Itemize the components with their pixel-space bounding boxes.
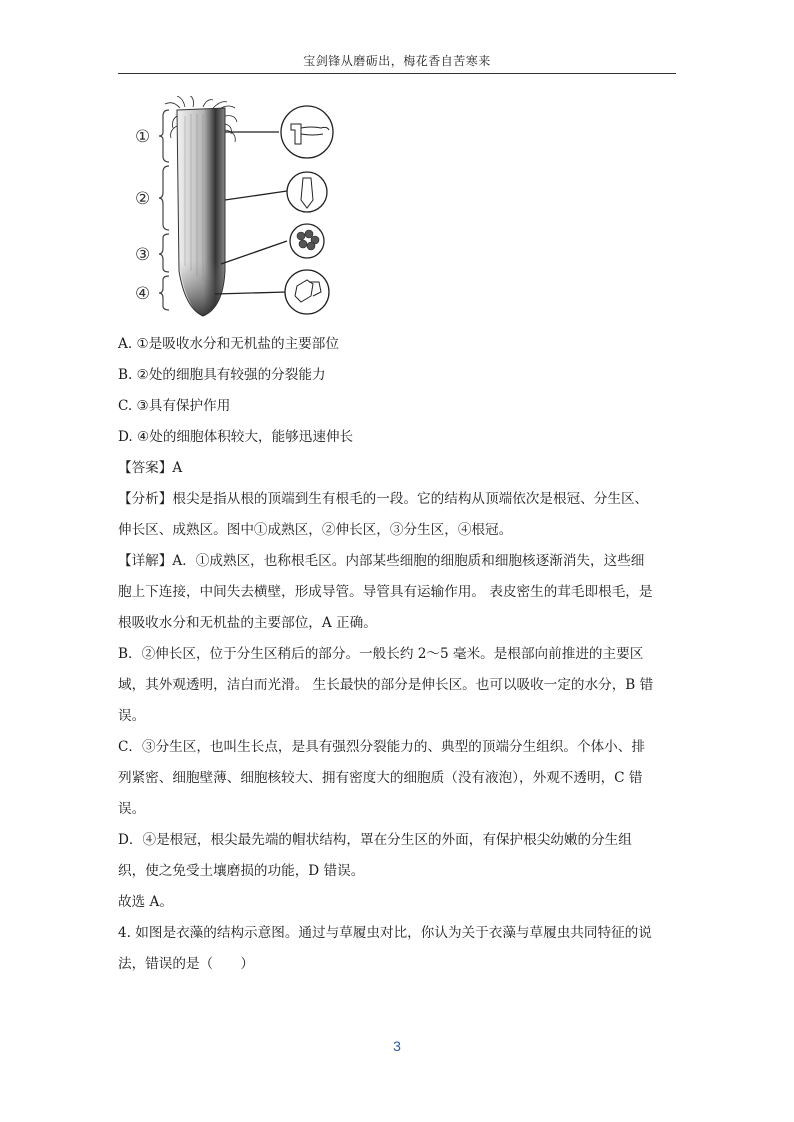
page-number: 3 (393, 1038, 401, 1054)
answer-tag: 【答案】 (118, 460, 173, 476)
cell-circle-root-cap (285, 270, 329, 314)
detail-line: 误。 (118, 801, 146, 817)
label-zone-3: ③ (135, 245, 151, 265)
root-tip-diagram (125, 96, 365, 318)
question-4-line: 4. 如图是衣藻的结构示意图。通过与草履虫对比，你认为关于衣藻与草履虫共同特征的说 (118, 925, 652, 941)
option-b: B. ②处的细胞具有较强的分裂能力 (118, 367, 326, 383)
analysis-line: 伸长区、成熟区。图中①成熟区，②伸长区，③分生区，④根冠。 (118, 522, 513, 538)
answer-value: A (172, 460, 183, 476)
cell-circle-elongation (287, 172, 327, 212)
question-4-line: 法，错误的是（ ） (118, 956, 254, 972)
analysis-tag: 【分析】 (118, 491, 173, 507)
detail-line: 误。 (118, 708, 146, 724)
cell-circle-root-hair (281, 106, 333, 158)
detail-line (118, 546, 678, 577)
detail-line: D．④是根冠，根尖最先端的帽状结构，罩在分生区的外面，有保护根尖幼嫩的分生组 (118, 832, 632, 848)
header-divider (118, 73, 676, 74)
detail-line: C．③分生区，也叫生长点，是具有强烈分裂能力的、典型的顶端分生组织。个体小、排 (118, 739, 645, 755)
detail-line: 域，其外观透明，洁白而光滑。 生长最快的部分是伸长区。也可以吸收一定的水分，B 错 (118, 677, 654, 693)
detail-line: B．②伸长区，位于分生区稍后的部分。一般长约 2～5 毫米。是根部向前推进的主要区 (118, 646, 644, 662)
label-zone-4: ④ (135, 284, 151, 304)
detail-line: 根吸收水分和无机盐的主要部位，A 正确。 (118, 615, 377, 631)
option-a: A. ①是吸收水分和无机盐的主要部位 (118, 336, 339, 352)
detail-line: 织，使之免受土壤磨损的功能，D 错误。 (118, 863, 365, 879)
analysis-text: 根尖是指从根的顶端到生有根毛的一段。它的结构从顶端依次是根冠、分生区、 (172, 491, 649, 507)
conclusion-line: 故选 A。 (118, 894, 173, 910)
root-tip-drawing (165, 96, 237, 316)
zone-brackets (159, 110, 169, 310)
label-zone-1: ① (135, 127, 151, 147)
option-d: D. ④处的细胞体积较大，能够迅速伸长 (118, 429, 354, 445)
label-zone-2: ② (135, 189, 151, 209)
detail-text: A．①成熟区，也称根毛区。内部某些细胞的细胞质和细胞核逐渐消失，这些细 (172, 553, 645, 569)
detail-tag: 【详解】 (118, 553, 173, 569)
leader-lines (215, 132, 287, 294)
detail-line: 列紧密、细胞壁薄、细胞核较大、拥有密度大的细胞质（没有液泡），外观不透明，C 错 (118, 770, 643, 786)
detail-line: 胞上下连接，中间失去横壁，形成导管。导管具有运输作用。 表皮密生的茸毛即根毛，是 (118, 584, 653, 600)
cell-circle-meristem (290, 224, 324, 258)
analysis-line (118, 484, 678, 515)
answer-line (118, 453, 678, 484)
page-body (118, 329, 678, 980)
page-header: 宝剑锋从磨砺出，梅花香自苦寒来 (303, 54, 491, 68)
option-c: C. ③具有保护作用 (118, 398, 231, 414)
